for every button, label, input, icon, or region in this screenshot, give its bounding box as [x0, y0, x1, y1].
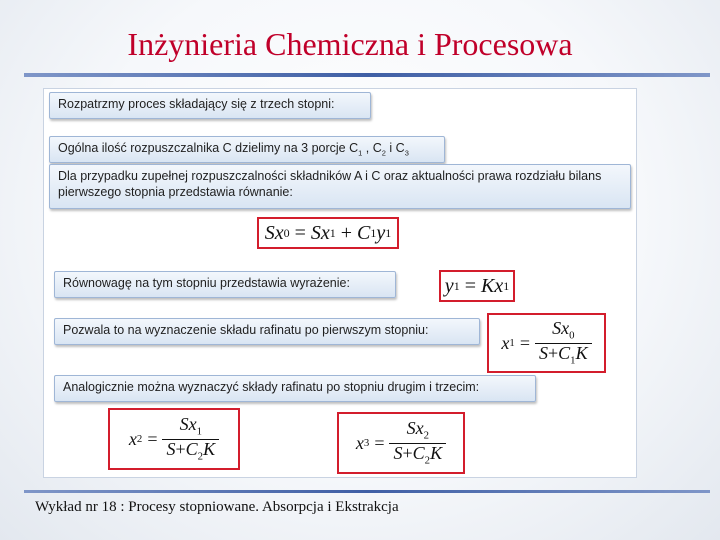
f-x2-nsub: 1	[196, 425, 202, 438]
solvent-sub-1: 1	[358, 148, 363, 158]
f-x1-nsub: 0	[569, 329, 575, 342]
note-solvent-split	[49, 136, 445, 163]
f-x2-eq: =	[147, 428, 158, 449]
formula-x2	[108, 408, 240, 470]
f-eq-sub1: 1	[453, 278, 460, 293]
note-raffinate1: Pozwala to na wyznaczenie składu rafinatu po pierwszym stopniu:	[54, 318, 480, 345]
f-bal-x: x	[274, 221, 284, 244]
note-equilibrium: Równowagę na tym stopniu przedstawia wyrażenie:	[54, 271, 396, 298]
f-x3-dC: C	[412, 442, 425, 463]
f-x2-plus: +	[175, 438, 186, 459]
formula-x1	[487, 313, 606, 373]
f-x2-nS: S	[179, 414, 189, 435]
f-x1-x: x	[501, 332, 510, 353]
f-x1-dsub: 1	[570, 354, 576, 367]
note-balance: Dla przypadku zupełnej rozpuszczalności składników A i C oraz aktualności prawa rozdziału bilans pierwszego stopnia przedstawia równanie:	[49, 164, 631, 209]
f-x3-x: x	[355, 432, 364, 453]
f-eq-sub1b: 1	[503, 278, 510, 293]
f-bal-y: y	[376, 221, 386, 244]
f-x3-plus: +	[402, 442, 413, 463]
f-x3-sub: 3	[363, 437, 370, 449]
f-x2-fraction	[162, 415, 219, 463]
solvent-sep-2: i C	[385, 141, 405, 155]
note-intro: Rozpatrzmy proces składający się z trzech stopni:	[49, 92, 371, 119]
f-x2-dsub: 2	[197, 450, 204, 463]
f-x2-nx: x	[188, 414, 197, 435]
f-bal-sub1: 1	[329, 225, 336, 240]
f-bal-sub0: 0	[283, 225, 290, 240]
f-x1-plus: +	[547, 342, 559, 363]
footer-divider	[24, 490, 710, 493]
f-bal-x2: x	[320, 221, 330, 244]
slide-footer: Wykład nr 18 : Procesy stopniowane. Absorpcja i Ekstrakcja	[35, 499, 399, 515]
slide-title: Inżynieria Chemiczna i Procesowa	[127, 26, 573, 62]
f-eq-eq: =	[464, 274, 476, 297]
f-x3-dsub: 2	[424, 454, 431, 467]
f-x3-fraction	[389, 419, 446, 467]
f-bal-S2: S	[310, 221, 321, 244]
f-eq-K: K	[480, 274, 495, 297]
f-x2-dS: S	[166, 438, 176, 459]
f-x1-eq: =	[519, 332, 530, 353]
solvent-sub-3: 3	[404, 148, 409, 158]
formula-balance	[257, 217, 399, 249]
f-x1-dK: K	[575, 342, 588, 363]
f-bal-eq: =	[294, 221, 306, 244]
f-x2-dK: K	[203, 438, 216, 459]
solvent-sub-2: 2	[381, 148, 386, 158]
f-x3-eq: =	[374, 432, 385, 453]
f-x3-nS: S	[406, 418, 416, 439]
f-x3-nsub: 2	[423, 429, 429, 442]
f-x1-dC: C	[558, 342, 571, 363]
f-bal-S: S	[264, 221, 275, 244]
f-eq-y: y	[444, 274, 454, 297]
f-x1-nS: S	[552, 318, 562, 339]
f-x3-nx: x	[415, 418, 424, 439]
f-x2-sub: 2	[136, 433, 143, 445]
f-x2-dC: C	[185, 438, 198, 459]
note-raffinate23: Analogicznie można wyznaczyć składy rafinatu po stopniu drugim i trzecim:	[54, 375, 536, 402]
f-x2-x: x	[128, 428, 137, 449]
solvent-sep-1: , C	[362, 141, 382, 155]
f-x3-dS: S	[393, 442, 403, 463]
f-bal-plus: +	[340, 221, 353, 244]
f-bal-C: C	[357, 221, 371, 244]
formula-equilibrium	[439, 270, 515, 302]
f-x1-fraction	[535, 319, 592, 367]
title-divider	[24, 73, 710, 77]
f-x3-dK: K	[430, 442, 443, 463]
formula-x3	[337, 412, 465, 474]
f-x1-dS: S	[538, 342, 548, 363]
f-bal-sub1c: 1	[385, 225, 392, 240]
f-bal-sub1b: 1	[370, 225, 377, 240]
f-x1-sub: 1	[509, 337, 515, 349]
f-eq-x: x	[494, 274, 504, 297]
f-x1-nx: x	[561, 318, 570, 339]
solvent-split-text: Ogólna ilość rozpuszczalnika C dzielimy na 3 porcje C	[58, 141, 359, 155]
